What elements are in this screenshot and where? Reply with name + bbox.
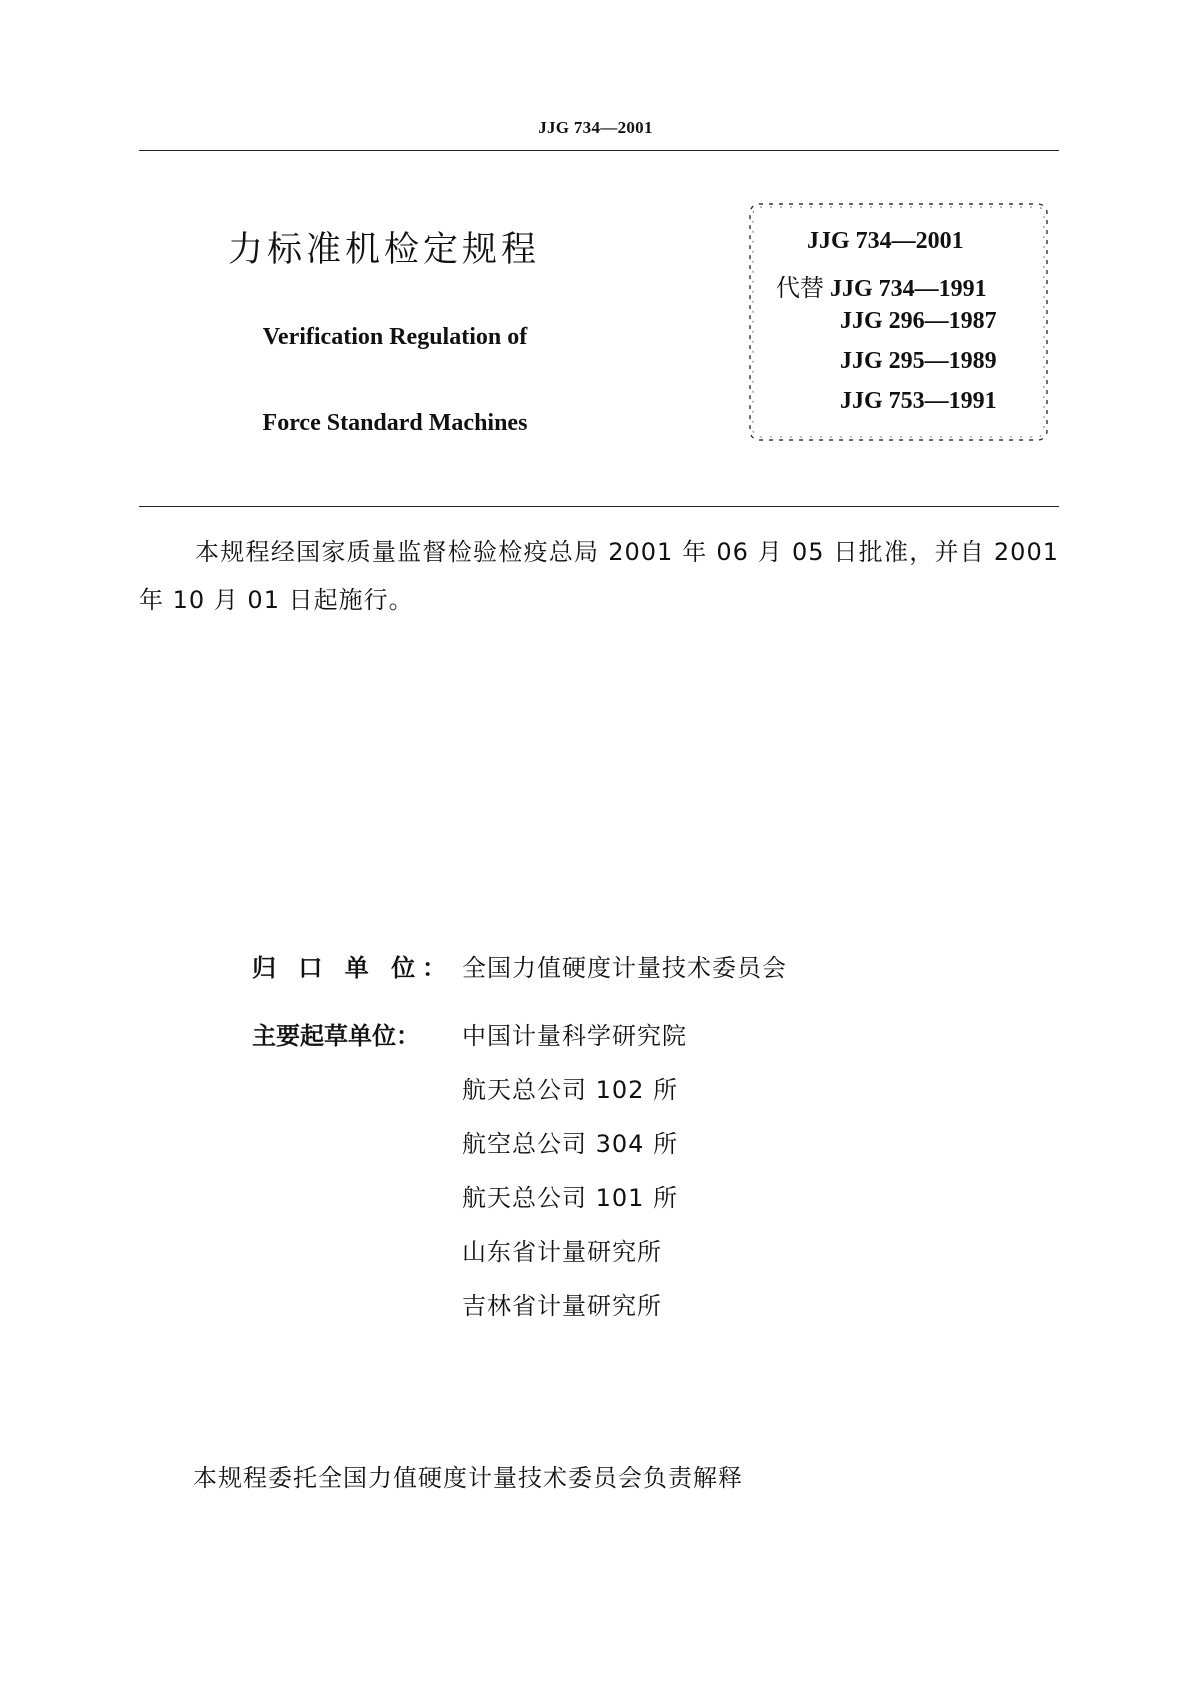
replaced-code: JJG 296—1987 [840,308,997,334]
replaced-code: JJG 734—1991 [830,276,987,302]
title-chinese: 力标准机检定规程 [228,230,541,270]
drafting-unit-label: 主要起草单位： [252,1022,420,1050]
drafting-unit: 航天总公司 102 所 [462,1076,679,1104]
centralized-unit-label: 归 口 单 位： [252,954,454,982]
standard-code-box [746,200,1051,444]
drafting-unit: 中国计量科学研究院 [462,1022,687,1050]
drafting-unit: 山东省计量研究所 [462,1238,662,1266]
interpretation-note: 本规程委托全国力值硬度计量技术委员会负责解释 [193,1464,743,1492]
replaced-code: JJG 295—1989 [840,348,997,374]
section-rule [139,506,1059,507]
title-english-line2: Force Standard Machines [262,410,528,436]
current-code: JJG 734—2001 [807,228,964,254]
approval-statement: 本规程经国家质量监督检验检疫总局 2001 年 06 月 05 日批准，并自 2001 年 10 月 01 日起施行。 [139,538,1059,614]
header-standard-code: JJG 734—2001 [538,118,653,137]
replace-label: 代替 [776,274,824,302]
centralized-unit-value: 全国力值硬度计量技术委员会 [462,954,787,982]
title-english-line1: Verification Regulation of [262,324,528,350]
drafting-unit: 航空总公司 304 所 [462,1130,679,1158]
replaced-code: JJG 753—1991 [840,388,997,414]
header-rule [139,150,1059,151]
drafting-unit: 吉林省计量研究所 [462,1292,662,1320]
replaced-code-row-1 [776,268,987,303]
drafting-unit: 航天总公司 101 所 [462,1184,679,1212]
